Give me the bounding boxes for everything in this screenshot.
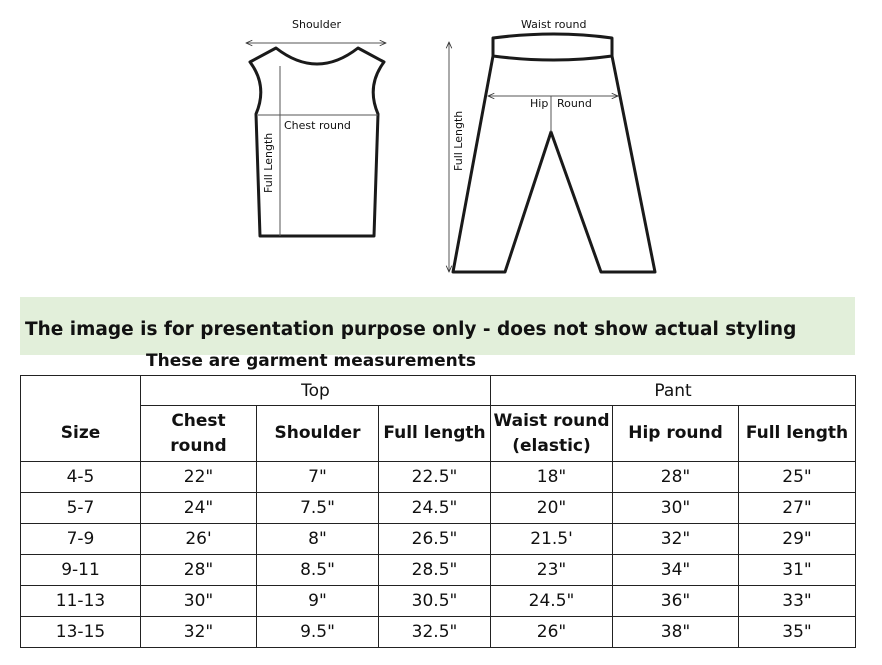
table-row [21,586,856,617]
pant-length-cell: 25" [739,462,856,493]
chest-cell: 30" [141,586,257,617]
top-length-cell: 30.5" [379,586,491,617]
chest-cell: 22" [141,462,257,493]
round-label: Round [557,97,592,110]
hip-cell: 32" [613,524,739,555]
hip-cell: 38" [613,617,739,648]
waist-header-line1: Waist round [493,410,610,431]
chest-round-label: Chest round [284,119,351,132]
pant-group-header: Pant [491,376,856,406]
top-length-cell: 22.5" [379,462,491,493]
size-cell: 13-15 [21,617,141,648]
size-cell: 9-11 [21,555,141,586]
table-row [21,524,856,555]
pant-full-length-header: Full length [739,406,856,462]
shoulder-cell: 7.5" [257,493,379,524]
waist-cell: 23" [491,555,613,586]
pant-garment-icon [453,34,655,272]
garment-diagram [0,0,882,290]
hip-label: Hip [530,97,549,110]
waist-round-label: Waist round [521,18,587,31]
pant-full-length-label: Full Length [452,110,465,171]
shoulder-cell: 9" [257,586,379,617]
chest-cell: 32" [141,617,257,648]
measurements-subtitle: These are garment measurements [146,351,476,371]
waist-cell: 21.5' [491,524,613,555]
group-header-row [21,376,856,406]
top-length-cell: 28.5" [379,555,491,586]
chest-cell: 24" [141,493,257,524]
pant-length-cell: 27" [739,493,856,524]
top-length-cell: 32.5" [379,617,491,648]
waist-header-line2: (elastic) [512,435,591,456]
hip-cell: 34" [613,555,739,586]
presentation-notice-banner [20,297,855,355]
shoulder-cell: 8.5" [257,555,379,586]
pant-length-cell: 33" [739,586,856,617]
hip-cell: 28" [613,462,739,493]
pant-length-cell: 29" [739,524,856,555]
size-cell: 7-9 [21,524,141,555]
shoulder-cell: 7" [257,462,379,493]
top-length-cell: 24.5" [379,493,491,524]
presentation-notice-text: The image is for presentation purpose only - does not show actual styling [25,319,797,340]
pant-length-cell: 31" [739,555,856,586]
size-cell: 4-5 [21,462,141,493]
column-header-row [21,406,856,462]
shoulder-cell: 9.5" [257,617,379,648]
size-header: Size [21,406,141,462]
shoulder-label: Shoulder [292,18,341,31]
top-full-length-label: Full Length [262,132,275,193]
table-row [21,462,856,493]
table-row [21,493,856,524]
chest-cell: 28" [141,555,257,586]
waist-cell: 24.5" [491,586,613,617]
waist-cell: 18" [491,462,613,493]
blank-header-cell [21,376,141,406]
chest-round-header [141,406,257,462]
waist-cell: 20" [491,493,613,524]
hip-cell: 30" [613,493,739,524]
shoulder-cell: 8" [257,524,379,555]
size-cell: 5-7 [21,493,141,524]
shoulder-header: Shoulder [257,406,379,462]
size-cell: 11-13 [21,586,141,617]
waist-round-header [491,406,613,462]
table-row [21,555,856,586]
top-group-header: Top [141,376,491,406]
table-row [21,617,856,648]
pant-length-cell: 35" [739,617,856,648]
chest-header-line2: round [170,435,227,456]
top-length-cell: 26.5" [379,524,491,555]
waist-cell: 26" [491,617,613,648]
hip-round-header: Hip round [613,406,739,462]
garment-diagram-svg [0,0,882,290]
size-chart-table [20,375,856,648]
chest-cell: 26' [141,524,257,555]
top-full-length-header: Full length [379,406,491,462]
hip-cell: 36" [613,586,739,617]
chest-header-line1: Chest [171,410,226,431]
